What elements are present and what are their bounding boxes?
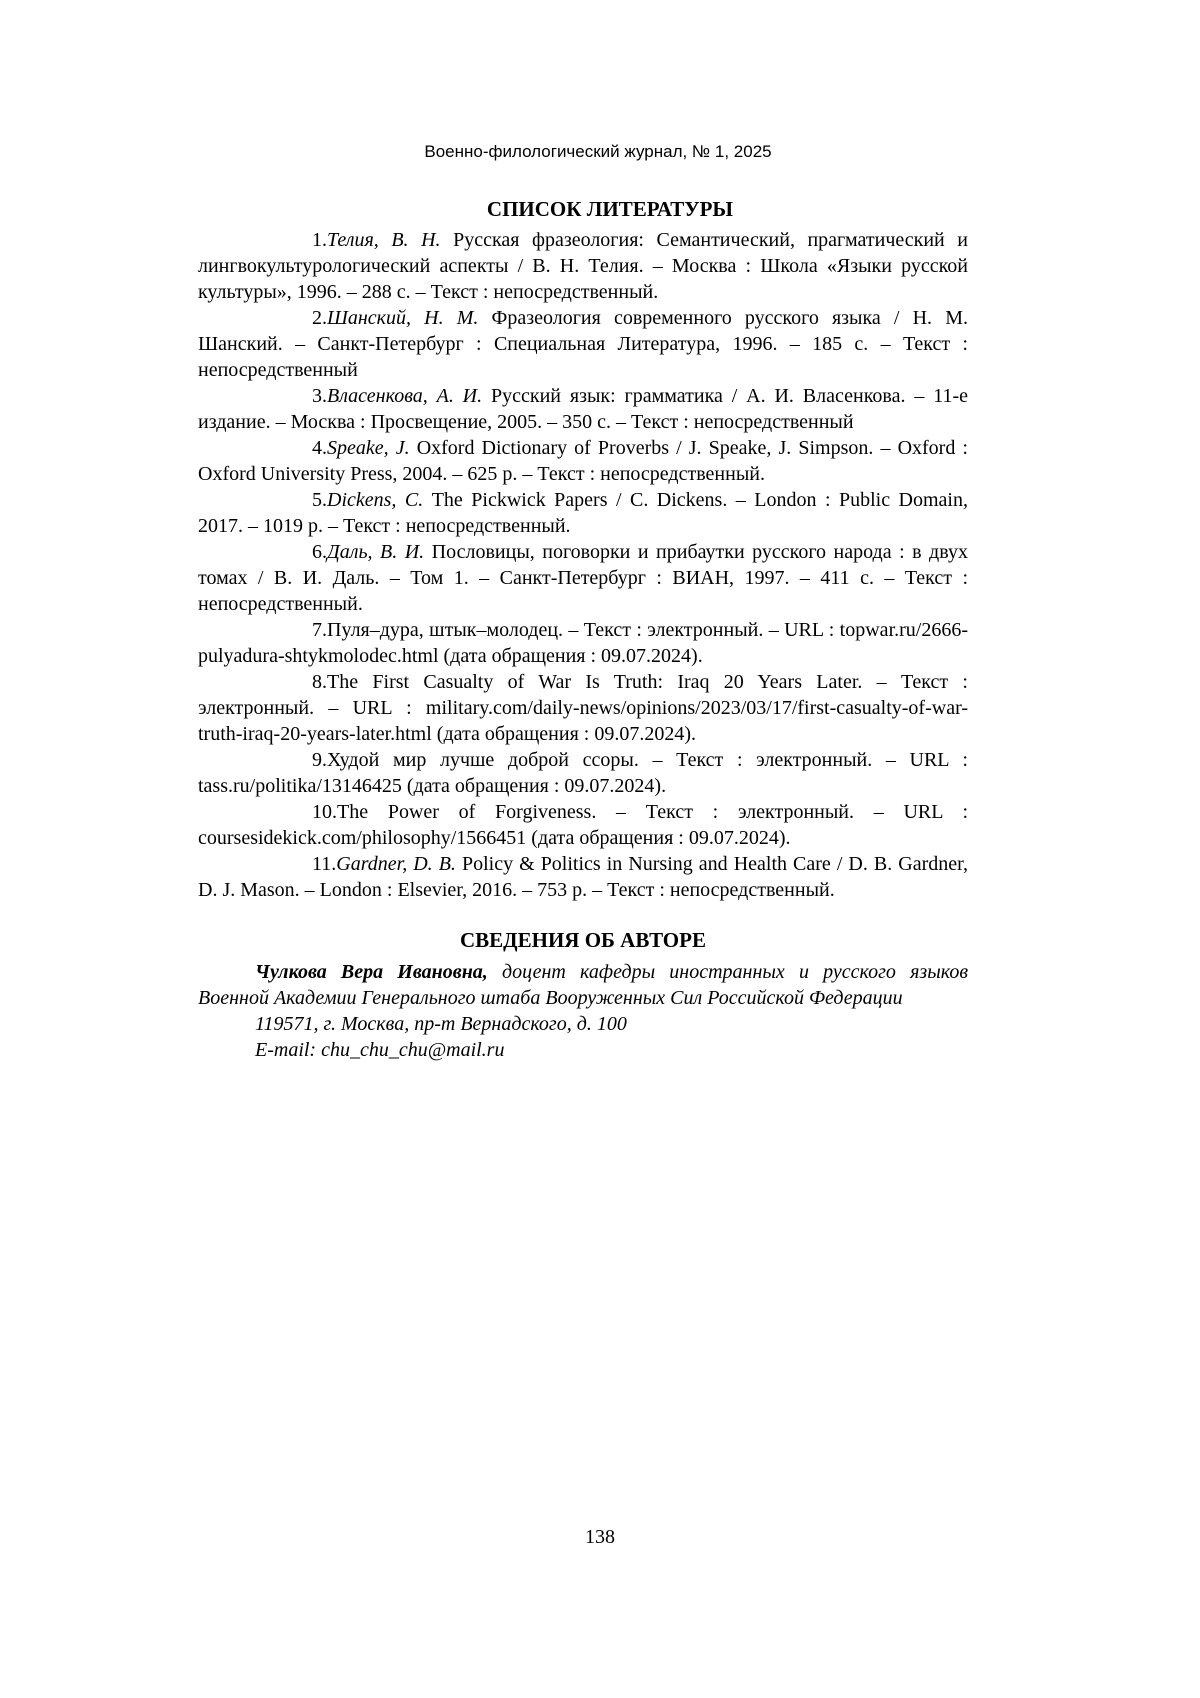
- bibliography-item: [198, 227, 968, 305]
- item-number: 9.: [312, 749, 327, 771]
- author-email: E-mail: chu_chu_chu@mail.ru: [255, 1039, 505, 1061]
- item-text: The Power of Forgiveness. – Текст : электронный. – URL : coursesidekick.com/philosophy/1566451 (дата обращения : 09.07.2024).: [198, 801, 968, 849]
- bibliography-title: СПИСОК ЛИТЕРАТУРЫ: [486, 197, 734, 221]
- item-text: Худой мир лучше доброй ссоры. – Текст : электронный. – URL : tass.ru/politika/13146425 (дата обращения : 09.07.2024).: [198, 749, 968, 797]
- item-text: Пословицы, поговорки и прибаутки русского народа : в двух томах / В. И. Даль. – Том 1. – Санкт-Петербург : ВИАН, 1997. – 411 с. – Текст : непосредственный.: [198, 541, 968, 615]
- item-number: 2.: [312, 307, 327, 329]
- item-number: 3.: [312, 385, 327, 407]
- item-number: 11.: [312, 853, 337, 875]
- bibliography-item: [198, 669, 968, 747]
- item-text: Policy & Politics in Nursing and Health Care / D. B. Gardner, D. J. Mason. – London : Elsevier, 2016. – 753 p. – Текст : непосредственный.: [198, 853, 968, 901]
- bibliography-item: [198, 617, 968, 669]
- author-role: доцент кафедры иностранных и русского языков Военной Академии Генерального штаба Вооруженных Сил Российской Федерации: [198, 961, 969, 1009]
- author-address: 119571, г. Москва, пр-т Вернадского, д. 100: [255, 1013, 627, 1035]
- item-text: The Pickwick Papers / C. Dickens. – London : Public Domain, 2017. – 1019 p. – Текст : непосредственный.: [198, 489, 968, 537]
- bibliography-item: [198, 851, 968, 903]
- item-author: Власенкова, А. И.: [327, 385, 491, 407]
- bibliography-list: [198, 227, 968, 903]
- bibliography-item: [198, 435, 968, 487]
- item-text: Oxford Dictionary of Proverbs / J. Speake, J. Simpson. – Oxford : Oxford University Press, 2004. – 625 p. – Текст : непосредственный.: [198, 437, 968, 485]
- item-text: Фразеология современного русского языка / Н. М. Шанский. – Санкт-Петербург : Специальная Литература, 1996. – 185 с. – Текст : непосредственный: [198, 307, 968, 381]
- item-author: Телия, В. Н.: [327, 229, 454, 251]
- author-description: [198, 959, 968, 1011]
- item-text: Русская фразеология: Семантический, прагматический и лингвокультурологический аспекты / В. Н. Телия. – Москва : Школа «Языки русской культуры», 1996. – 288 с. – Текст : непосредственный.: [198, 229, 968, 303]
- page-number: 138: [585, 1526, 615, 1548]
- item-number: 10.: [312, 801, 337, 823]
- item-text: Русский язык: грамматика / А. И. Власенкова. – 11-е издание. – Москва : Просвещение, 2005. – 350 с. – Текст : непосредственный: [198, 385, 968, 433]
- bibliography-item: [198, 799, 968, 851]
- item-number: 7.: [312, 619, 327, 641]
- bibliography-item: [198, 747, 968, 799]
- item-number: 8.: [312, 671, 327, 693]
- bibliography-item: [198, 539, 968, 617]
- item-text: Пуля–дура, штык–молодец. – Текст : электронный. – URL : topwar.ru/2666-pulyadura-shtykmolodec.html (дата обращения : 09.07.2024).: [198, 619, 968, 667]
- item-number: 6.: [312, 541, 327, 563]
- bibliography-item: [198, 487, 968, 539]
- bibliography-item: [198, 305, 968, 383]
- item-text: The First Casualty of War Is Truth: Iraq 20 Years Later. – Текст : электронный. – URL : military.com/daily-news/opinions/2023/03/17/first-casualty-of-war-truth-iraq-20-years-later.html (дата обращения : 09.07.2024).: [198, 671, 968, 745]
- author-section-title: СВЕДЕНИЯ ОБ АВТОРЕ: [460, 928, 706, 952]
- page-content: [198, 142, 968, 1063]
- item-number: 1.: [312, 229, 327, 251]
- item-author: Dickens, C.: [327, 489, 432, 511]
- item-author: Шанский, Н. М.: [327, 307, 492, 329]
- item-number: 5.: [312, 489, 327, 511]
- item-author: Gardner, D. B.: [336, 853, 462, 875]
- bibliography-item: [198, 383, 968, 435]
- item-author: Speake, J.: [327, 437, 417, 459]
- author-name: Чулкова Вера Ивановна,: [255, 961, 488, 983]
- author-info: [198, 959, 968, 1063]
- journal-running-header: Военно-филологический журнал, № 1, 2025: [424, 142, 772, 161]
- item-number: 4.: [312, 437, 327, 459]
- item-author: Даль, В. И.: [327, 541, 432, 563]
